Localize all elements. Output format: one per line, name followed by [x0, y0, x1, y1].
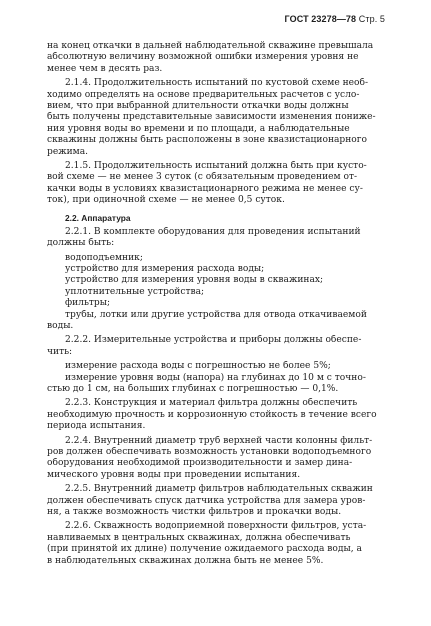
text-line: вой схеме — не менее 3 суток (с обязательным проведением от-	[47, 172, 358, 183]
page-body	[47, 41, 385, 567]
equipment-list	[47, 253, 385, 333]
paragraph-2-2-3	[47, 398, 385, 432]
text-line: абсолютную величину возможной ошибки измерения уровня не	[47, 52, 359, 63]
list-item	[47, 310, 385, 333]
text-line: 2.2.2. Измерительные устройства и приборы должны обеспе-	[65, 335, 362, 346]
text-line: качки воды в условиях квазистационарного режима не менее су-	[47, 183, 363, 194]
text-line: скважины должны быть расположены в зоне квазистационарного	[47, 135, 368, 146]
text-line: ров должен обеспечивать возможность установки водоподъемного	[47, 447, 372, 457]
text-line: на конец откачки в дальней наблюдательной скважине превышала	[47, 41, 374, 51]
measurement-requirement	[47, 373, 385, 396]
paragraph-2-1-5	[47, 161, 385, 207]
list-item: водоподъемник;	[65, 252, 143, 263]
text-line: должен обеспечивать спуск датчика устройства для замера уров-	[47, 495, 366, 506]
paragraph-2-2-2	[47, 335, 385, 358]
paragraph-2-2-1	[47, 227, 385, 250]
text-line: ния уровня воды во времени и по площади, а наблюдательные	[47, 123, 350, 134]
measurement-requirement	[47, 361, 385, 372]
text-line: режима.	[47, 146, 89, 157]
paragraph-2-2-4	[47, 436, 385, 482]
list-item: устройство для измерения уровня воды в скважинах;	[65, 275, 324, 286]
text-line: (при принятой их длине) получение ожидаемого расхода воды, а	[47, 544, 362, 555]
text-line: необходимую прочность и коррозионную стойкость в течение всего	[47, 409, 377, 420]
text-line: 2.1.5. Продолжительность испытаний должна быть при кусто-	[65, 161, 367, 172]
text-line: ня, а также возможность чистки фильтров и прокачки воды.	[47, 507, 342, 518]
paragraph-2-1-4	[47, 78, 385, 158]
text-line: 2.2.1. В комплекте оборудования для проведения испытаний	[65, 226, 361, 237]
text-line: измерение расхода воды с погрешностью не более 5%;	[65, 361, 331, 372]
text-line: 2.1.4. Продолжительность испытаний по кустовой схеме необ-	[65, 78, 369, 89]
text-line: ток), при одиночной схеме — не менее 0,5 суток.	[47, 195, 285, 206]
text-line: оборудования необходимой производительности и замер дина-	[47, 458, 353, 469]
page-number: Стр. 5	[358, 14, 385, 24]
text-line: 2.2.6. Скважность водоприемной поверхности фильтров, уста-	[65, 521, 367, 532]
text-line: 2.2.3. Конструкция и материал фильтра должны обеспечить	[65, 398, 358, 409]
text-line: 2.2.5. Внутренний диаметр фильтров наблюдательных скважин	[65, 484, 373, 495]
text-line: менее чем в десять раз.	[47, 63, 163, 74]
text-line: воды.	[47, 320, 74, 331]
list-item: устройство для измерения расхода воды;	[65, 263, 265, 274]
text-line: трубы, лотки или другие устройства для отвода откачиваемой	[65, 309, 367, 320]
text-line: 2.2.4. Внутренний диаметр труб верхней части колонны фильт-	[65, 435, 373, 446]
text-line: стью до 1 см, на больших глубинах с погрешностью — 0,1%.	[47, 383, 339, 394]
text-line: ходимо определять на основе предварительных расчетов с усло-	[47, 89, 360, 100]
paragraph-2-2-6	[47, 521, 385, 567]
text-line: мического уровня воды при проведении испытания.	[47, 469, 301, 480]
paragraph-2-2-5	[47, 484, 385, 518]
text-line: чить:	[47, 346, 73, 357]
standard-code: ГОСТ 23278—78	[284, 14, 357, 24]
paragraph-continuation	[47, 41, 385, 75]
text-line: измерение уровня воды (напора) на глубинах до 10 м с точно-	[65, 372, 366, 383]
section-heading: 2.2. Аппаратура	[65, 212, 131, 223]
text-line: периода испытания.	[47, 421, 146, 432]
list-item: уплотнительные устройства;	[65, 286, 205, 297]
text-line: в наблюдательных скважинах должна быть не менее 5%.	[47, 555, 324, 566]
running-header	[285, 14, 385, 24]
text-line: быть получены представительные зависимости изменения пониже-	[47, 112, 376, 123]
text-line: навливаемых в центральных скважинах, должна обеспечивать	[47, 532, 351, 543]
list-item: фильтры;	[65, 298, 111, 309]
text-line: вием, что при выбранной длительности откачки воды должны	[47, 101, 349, 112]
text-line: должны быть:	[47, 238, 115, 249]
